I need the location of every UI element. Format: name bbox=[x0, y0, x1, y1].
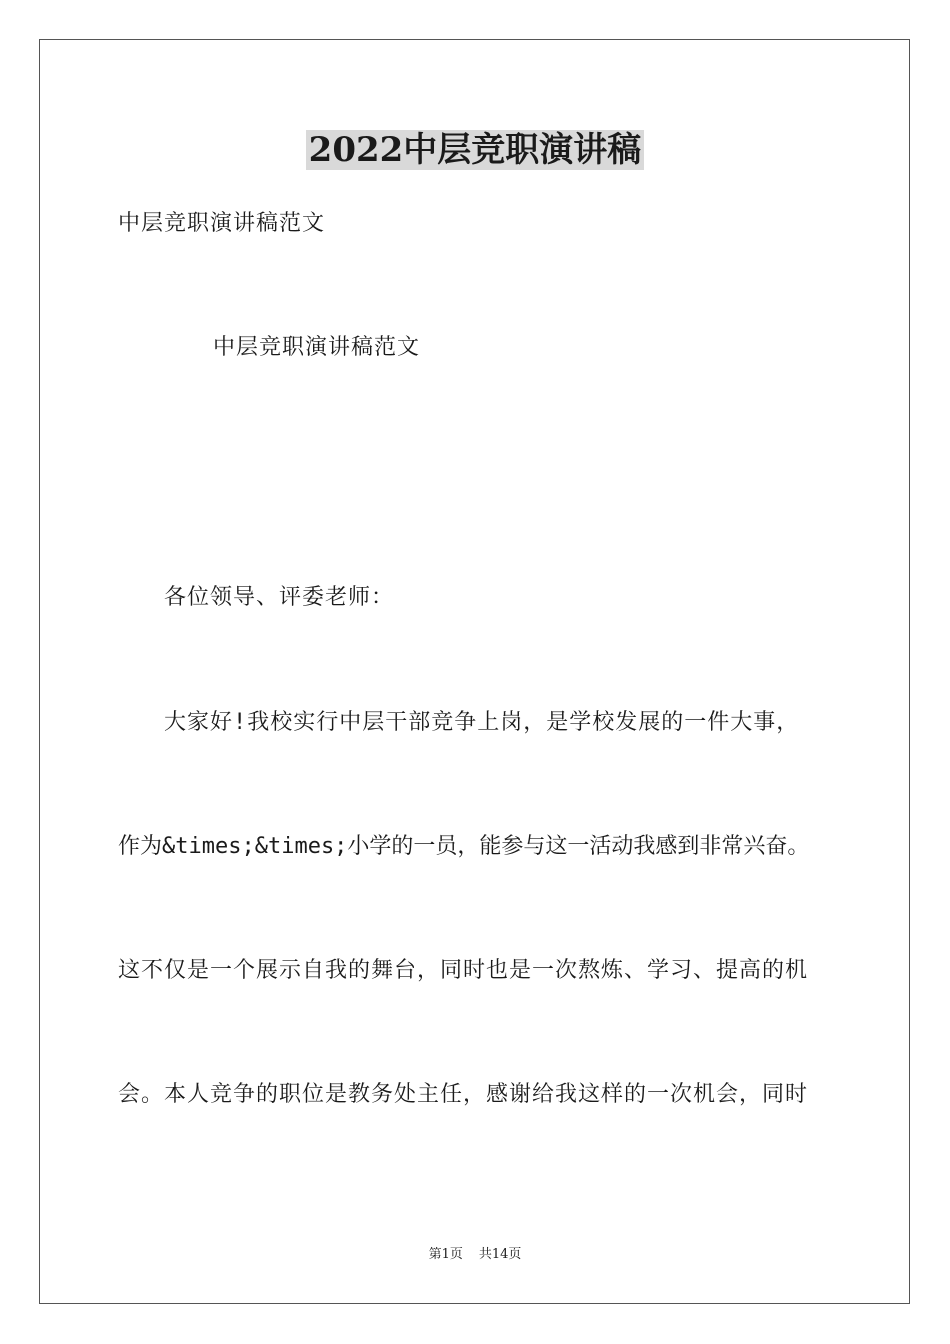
document-title-text: 2022中层竞职演讲稿 bbox=[306, 130, 645, 170]
page-number-current: 第1页 bbox=[428, 1247, 463, 1262]
paragraph-line: 这不仅是一个展示自我的舞台，同时也是一次熬炼、学习、提高的机 bbox=[118, 958, 809, 983]
indented-subtitle-line: 中层竞职演讲稿范文 bbox=[213, 335, 421, 360]
paragraph-line: 作为&times;&times;小学的一员，能参与这一活动我感到非常兴奋。 bbox=[118, 834, 810, 859]
paragraph-line: 大家好!我校实行中层干部竞争上岗，是学校发展的一件大事， bbox=[164, 710, 800, 735]
page-footer bbox=[0, 1246, 950, 1264]
salutation-line: 各位领导、评委老师： bbox=[164, 585, 395, 610]
document-title bbox=[0, 124, 950, 176]
paragraph-line: 会。本人竞争的职位是教务处主任，感谢给我这样的一次机会，同时 bbox=[118, 1082, 809, 1107]
subtitle-line: 中层竞职演讲稿范文 bbox=[118, 211, 326, 236]
page-number-total: 共14页 bbox=[478, 1247, 522, 1262]
